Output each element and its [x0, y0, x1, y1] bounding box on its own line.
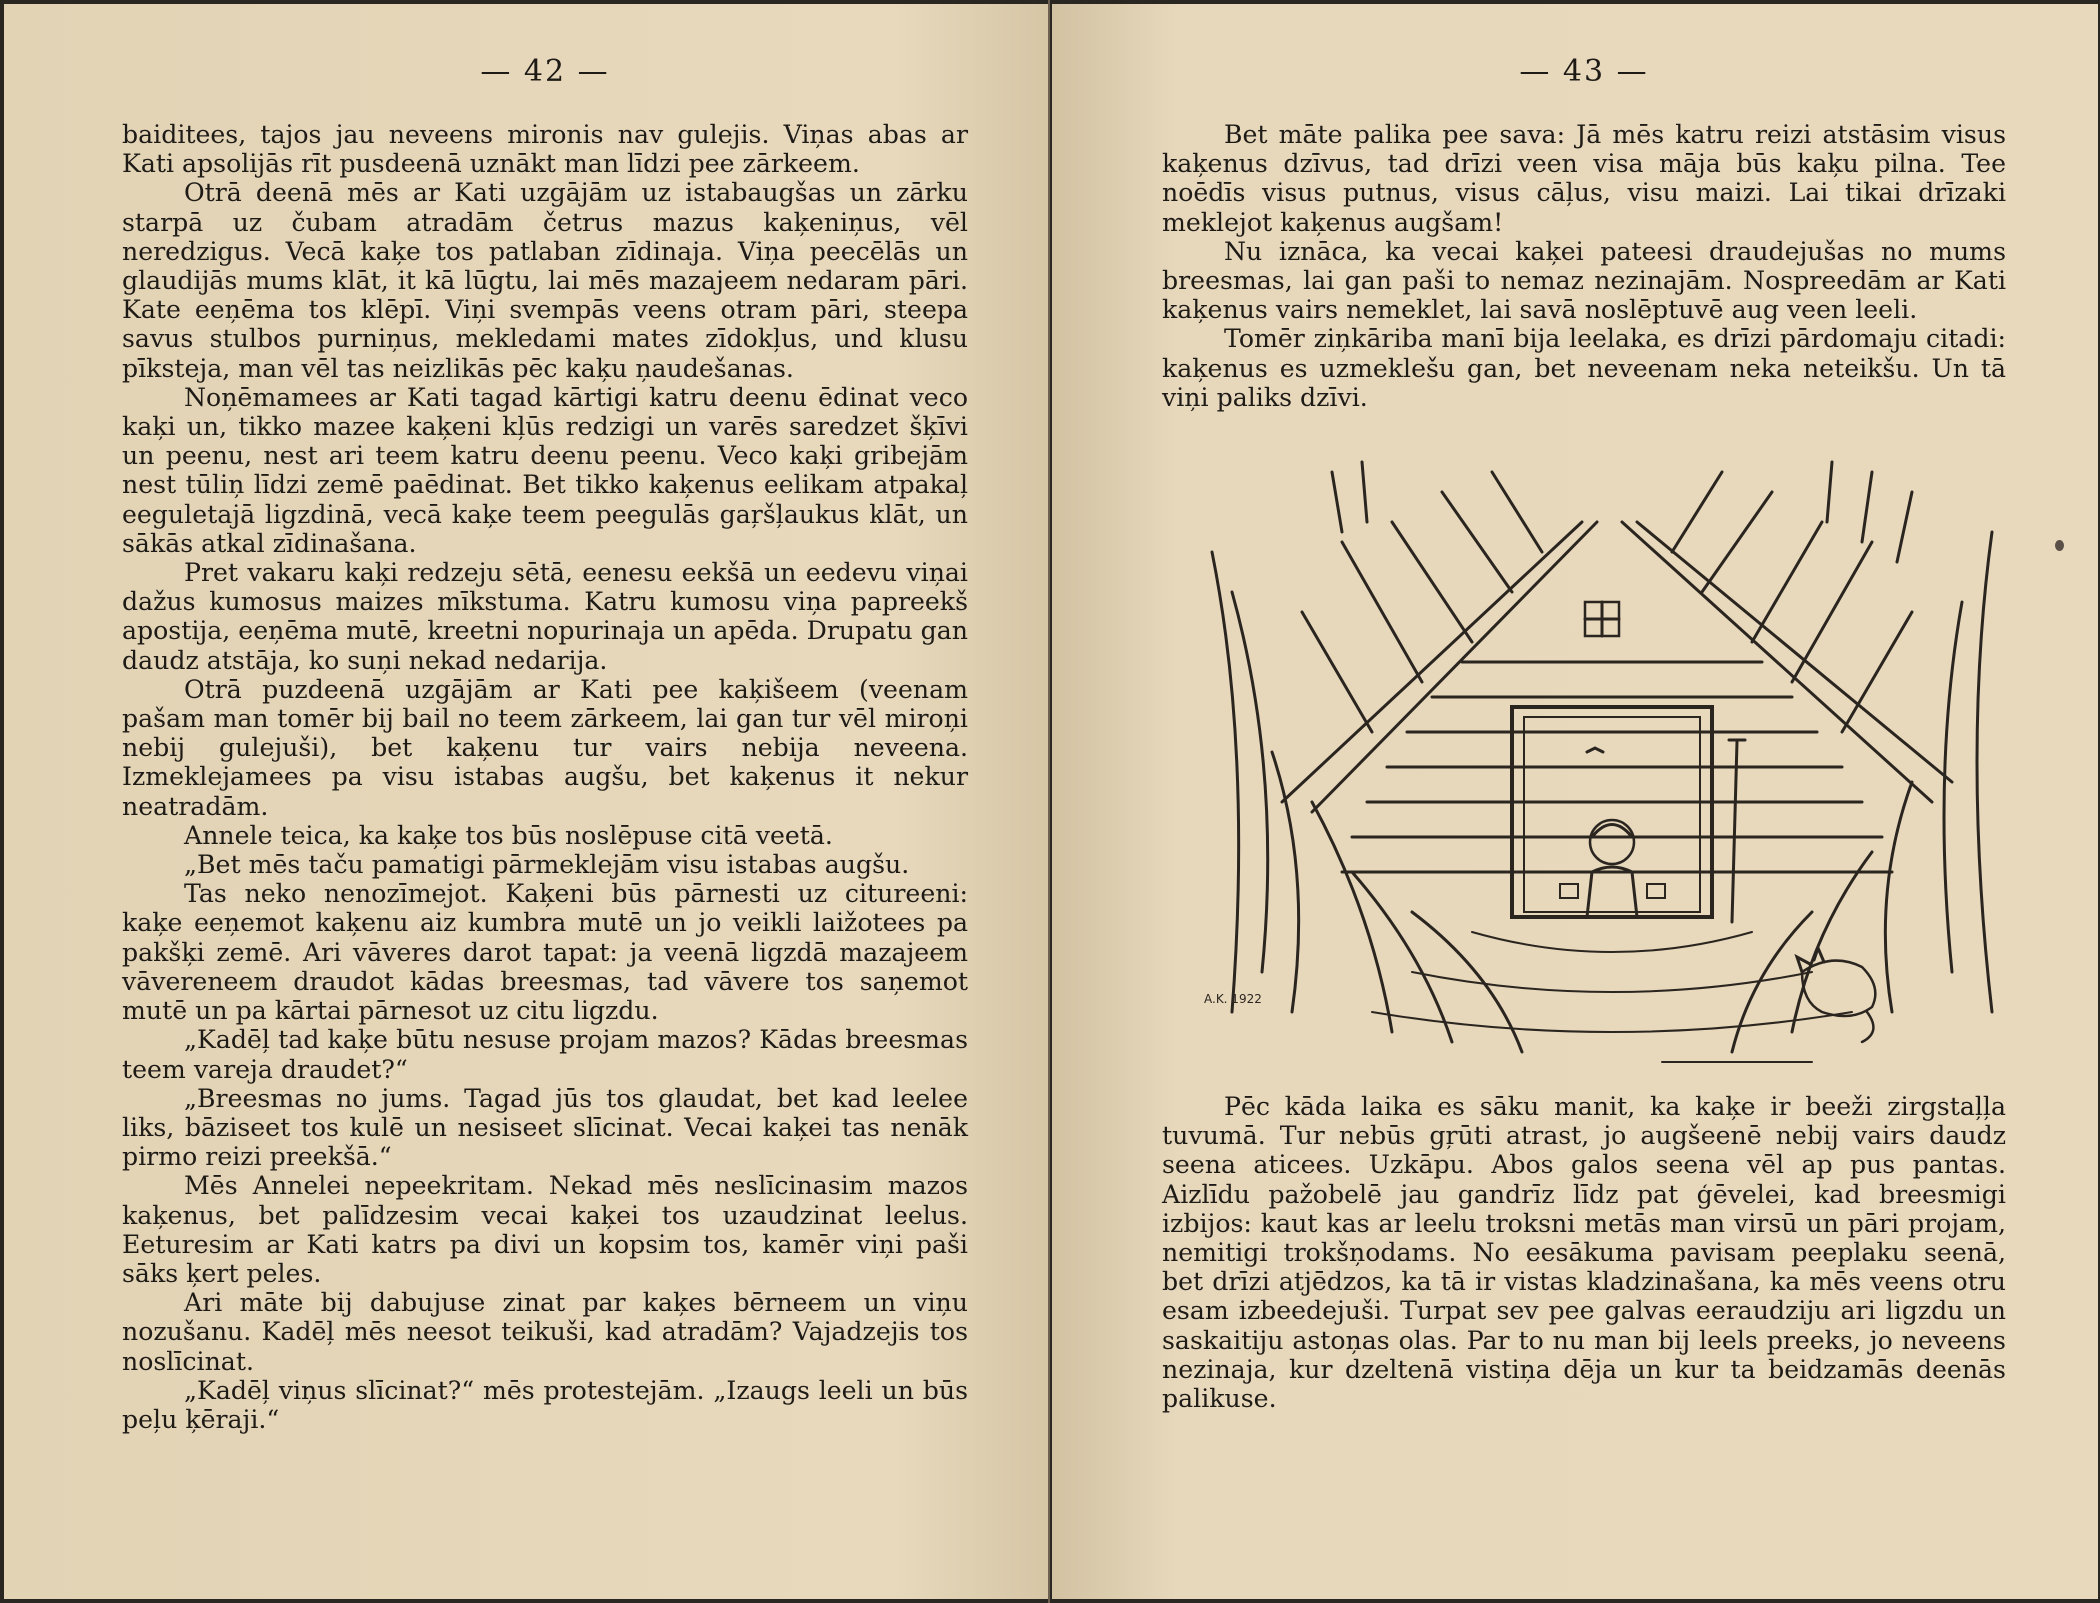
illustration-signature: A.K. 1922: [1204, 992, 1262, 1007]
paragraph: „Breesmas no jums. Tagad jūs tos glaudat, bet kad leelee liks, bāziseet tos kulē un nesiseet slīcinat. Vecai kaķei tas nenāk pirmo reizi preekšā.“: [122, 1083, 968, 1172]
paragraph: „Kadēļ viņus slīcinat?“ mēs protestejām. „Izaugs leeli un būs peļu ķēraji.“: [122, 1375, 968, 1434]
attic-girl-and-cat-illustration: [1192, 452, 2032, 1072]
page-blemish: [2055, 540, 2064, 551]
right-page-text-top: [1162, 120, 2006, 412]
paragraph: Tas neko nenozīmejot. Kaķeni būs pārnesti uz citureeni: kaķe eeņemot kaķenu aiz kumbra mutē un jo veikli laižotees pa pakšķi zemē. Ari vāveres darot tapat: ja veenā ligzdā mazajeem vāvereneem draudot kādas breesmas, tad vāvere tos saņemot mutē un pa kārtai pārnesot uz citu ligzdu.: [122, 879, 968, 1026]
paragraph: „Bet mēs taču pamatigi pārmeklejām visu istabas augšu.: [184, 850, 910, 880]
left-page: [4, 4, 1048, 1599]
paragraph: Nu iznāca, ka vecai kaķei pateesi draudejušas no mums breesmas, lai gan paši to nemaz nezinajām. Nospreedām ar Kati kaķenus vairs nemeklet, lai savā noslēptuvē aug veen leeli.: [1162, 236, 2006, 325]
paragraph: Otrā puzdeenā uzgājām ar Kati pee kaķišeem (veenam pašam man tomēr bij bail no teem zārkeem, lai gan tur vēl miroņi nebij gulejuši), bet kaķenu tur vairs nebija neveena. Izmeklejamees pa visu istabas augšu, bet kaķenus it nekur neatradām.: [122, 674, 968, 821]
paragraph: Ari māte bij dabujuse zinat par kaķes bērneem un viņu nozušanu. Kadēļ mēs neesot teikuši, kad atradām? Vajadzejis tos noslīcinat.: [122, 1288, 968, 1376]
paragraph: Tomēr ziņkāriba manī bija leelaka, es drīzi pārdomaju citadi: kaķenus es uzmeklešu gan, bet neveenam neka neteikšu. Un tā viņi paliks dzīvi.: [1162, 324, 2006, 412]
left-page-text: [122, 120, 968, 1434]
paragraph: baiditees, tajos jau neveens mironis nav gulejis. Viņas abas ar Kati apsolijās rīt pusdeenā uznākt man līdzi pee zārkeem.: [122, 120, 968, 179]
paragraph: Pret vakaru kaķi redzeju sētā, eenesu eekšā un eedevu viņai dažus kumosus maizes mīkstuma. Katru kumosu viņa papreekš apostija, eeņēma mutē, kreetni nopurinaja un apēda. Drupatu gan daudz atstāja, ko suņi nekad nedarija.: [122, 558, 968, 675]
paragraph: Bet māte palika pee sava: Jā mēs katru reizi atstāsim visus kaķenus dzīvus, tad drīzi veen visa māja būs kaķu pilna. Tee noēdīs visus putnus, visus cāļus, visu maizi. Lai tikai drīzaki meklejot kaķenus augšam!: [1162, 120, 2006, 237]
book-gutter: [1048, 0, 1050, 1603]
paragraph: „Kadēļ tad kaķe būtu nesuse projam mazos? Kādas breesmas teem vareja draudet?“: [122, 1025, 968, 1084]
page-number: — 43 —: [1519, 54, 1649, 89]
paragraph: Otrā deenā mēs ar Kati uzgājām uz istabaugšas un zārku starpā uz čubam atradām četrus mazus kaķeniņus, vēl neredzigus. Vecā kaķe tos patlaban zīdinaja. Viņa peecēlās un glaudijās mums klāt, it kā lūgtu, lai mēs mazajeem nedaram pāri. Kate eeņēma tos klēpī. Viņi svempās veens otram pāri, steepa savus stulbos purniņus, mekledami mates zīdokļus, und klusu pīksteja, man vēl tas neizlikās pēc kaķu ņaudešanas.: [122, 178, 968, 383]
right-page-text-bottom: [1162, 1092, 2006, 1413]
right-page: [1052, 4, 2098, 1599]
paragraph: Annele teica, ka kaķe tos būs noslēpuse citā veetā.: [184, 820, 833, 850]
illustration-drawing: [1192, 452, 2032, 1072]
paragraph: Mēs Annelei nepeekritam. Nekad mēs neslīcinasim mazos kaķenus, bet palīdzesim vecai kaķei tos uzaudzinat leelus. Eeturesim ar Kati katrs pa divi un kopsim tos, kamēr viņi paši sāks ķert peles.: [122, 1171, 968, 1288]
page-number: — 42 —: [480, 54, 610, 89]
paragraph: Noņēmamees ar Kati tagad kārtigi katru deenu ēdinat veco kaķi un, tikko mazee kaķeni kļūs redzigi un varēs saredzet šķīvi un peenu, nest ari teem katru deenu peenu. Veco kaķi gribejām nest tūliņ līdzi zemē paēdinat. Bet tikko kaķenus eelikam atpakaļ eeguletajā ligzdinā, vecā kaķe teem peegulās gaŗšļaukus klāt, un sākās atkal zīdinašana.: [122, 382, 968, 558]
paragraph: Pēc kāda laika es sāku manit, ka kaķe ir beeži zirgstaļļa tuvumā. Tur nebūs gŗūti atrast, jo augšeenē nebij vairs daudz seena aticees. Uzkāpu. Abos galos seena vēl ap pus pantas. Aizlīdu pažobelē jau gandrīz līdz pat ģēvelei, kad breesmigi izbijos: kaut kas ar leelu troksni metās man virsū un pāri projam, nemitigi trokšņodams. No eesākuma pavisam peeplaku seenā, bet drīzi atjēdzos, ka tā ir vistas kladzinašana, ka mēs veens otru esam izbeedejuši. Turpat sev pee galvas eeraudziju ari ligzdu un saskaitiju astoņas olas. Par to nu man bij leels preeks, jo neveens nezinaja, kur dzeltenā vistiņa dēja un kur ta beidzamās deenās palikuse.: [1162, 1092, 2006, 1414]
